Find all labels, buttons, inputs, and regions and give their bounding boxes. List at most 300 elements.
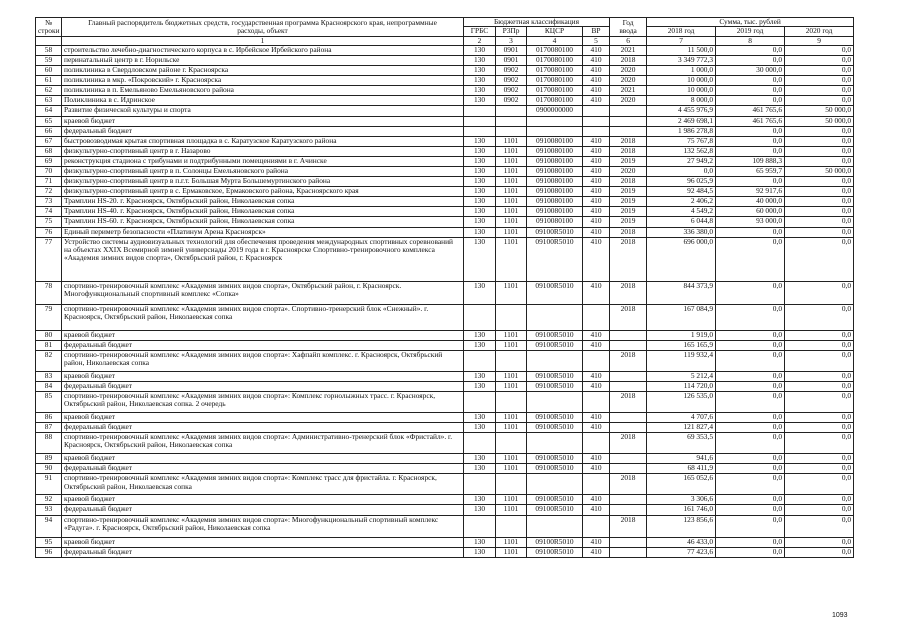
sum-2020: 0,0: [785, 392, 854, 413]
rzpr-code: 1101: [496, 371, 527, 381]
grbs-code: 130: [464, 464, 496, 474]
row-name: поликлиника в п. Емельяново Емельяновского района: [62, 86, 464, 96]
sum-2018: 4 455 976,9: [647, 106, 716, 116]
sum-2019: 0,0: [716, 433, 785, 454]
row-name: поликлиника в Свердловском районе г. Красноярска: [62, 66, 464, 76]
row-name: быстровозводимая крытая спортивная площадка в с. Каратузское Каратузского района: [62, 136, 464, 146]
grbs-code: 130: [464, 146, 496, 156]
grbs-code: 130: [464, 187, 496, 197]
sum-2020: 0,0: [785, 66, 854, 76]
sum-2019: 60 000,0: [716, 207, 785, 217]
grbs-code: [464, 116, 496, 126]
grbs-code: 130: [464, 547, 496, 557]
row-number: 68: [36, 146, 62, 156]
grbs-code: 130: [464, 166, 496, 176]
sum-2020: 0,0: [785, 330, 854, 340]
page-number: 1093: [832, 612, 848, 619]
sum-2018: 3 349 772,3: [647, 55, 716, 65]
kcsr-code: 09100R5010: [527, 413, 583, 423]
vr-code: [583, 304, 610, 330]
name-header: Главный распорядитель бюджетных средств, государственная программа Красноярского края, непрограммные расходы, объект: [62, 18, 464, 37]
sum-2018: 68 411,9: [647, 464, 716, 474]
rzpr-code: 1101: [496, 381, 527, 391]
kcsr-code: [527, 350, 583, 371]
kcsr-code: [527, 304, 583, 330]
row-number: 85: [36, 392, 62, 413]
sum-2018: 132 562,8: [647, 146, 716, 156]
vr-code: 410: [583, 146, 610, 156]
table-row: [36, 413, 854, 423]
rzpr-code: 1101: [496, 505, 527, 515]
commission-year: 2021: [610, 86, 647, 96]
vr-code: 410: [583, 66, 610, 76]
table-row: [36, 381, 854, 391]
sum-2020: 0,0: [785, 55, 854, 65]
table-row: [36, 116, 854, 126]
vr-code: 410: [583, 330, 610, 340]
table-row: [36, 474, 854, 495]
row-number: 71: [36, 177, 62, 187]
row-name: краевой бюджет: [62, 371, 464, 381]
grbs-code: 130: [464, 177, 496, 187]
sum-2018: 75 767,8: [647, 136, 716, 146]
sum-2020: 0,0: [785, 86, 854, 96]
vr-code: 410: [583, 96, 610, 106]
table-row: [36, 207, 854, 217]
vr-code: 410: [583, 187, 610, 197]
commission-year: [610, 330, 647, 340]
row-number: 84: [36, 381, 62, 391]
sum-2018: 4 707,6: [647, 413, 716, 423]
rzpr-code: [496, 515, 527, 537]
sum-2018: 46 433,0: [647, 537, 716, 547]
vr-code: [583, 350, 610, 371]
sum-2020: 0,0: [785, 136, 854, 146]
table-row: [36, 126, 854, 136]
sum-2019: 0,0: [716, 495, 785, 505]
row-name: спортивно-тренировочный комплекс «Академия зимних видов спорта»: Хафпайп комплекс. г. Красноярск, Октябрьский район, Николаевская сопка: [62, 350, 464, 371]
sum-2019: 461 765,6: [716, 106, 785, 116]
kcsr-code: [527, 116, 583, 126]
sum-2020: 50 000,0: [785, 116, 854, 126]
sum-2020: 50 000,0: [785, 166, 854, 176]
kcsr-code: [527, 126, 583, 136]
commission-year: [610, 454, 647, 464]
sum-2019: 0,0: [716, 547, 785, 557]
grbs-code: 130: [464, 413, 496, 423]
rzpr-code: 1101: [496, 281, 527, 304]
sum-2020: 0,0: [785, 474, 854, 495]
rzpr-code: 1101: [496, 227, 527, 237]
sum-2020: 0,0: [785, 197, 854, 207]
commission-year: 2019: [610, 156, 647, 166]
sum-2019: 461 765,6: [716, 116, 785, 126]
sum-2018: 2 469 698,1: [647, 116, 716, 126]
row-number: 65: [36, 116, 62, 126]
year-header: Год ввода: [610, 18, 647, 37]
row-name: федеральный бюджет: [62, 547, 464, 557]
commission-year: [610, 340, 647, 350]
sum-2019: 0,0: [716, 464, 785, 474]
rzpr-code: 1101: [496, 197, 527, 207]
row-number: 92: [36, 495, 62, 505]
row-number: 72: [36, 187, 62, 197]
sum-2018: 6 044,8: [647, 217, 716, 227]
sum-2019: 0,0: [716, 76, 785, 86]
year-2020-header: 2020 год: [785, 27, 854, 36]
rzpr-code: 1101: [496, 330, 527, 340]
sum-2020: 0,0: [785, 454, 854, 464]
sum-2018: 69 353,5: [647, 433, 716, 454]
sum-2020: 0,0: [785, 495, 854, 505]
rzpr-code: [496, 392, 527, 413]
sum-2019: 0,0: [716, 96, 785, 106]
vr-code: 410: [583, 217, 610, 227]
sum-2019: 0,0: [716, 350, 785, 371]
table-row: [36, 106, 854, 116]
grbs-code: 130: [464, 197, 496, 207]
table-row: [36, 350, 854, 371]
grbs-code: 130: [464, 505, 496, 515]
row-name: федеральный бюджет: [62, 381, 464, 391]
grbs-code: 130: [464, 96, 496, 106]
row-name: федеральный бюджет: [62, 126, 464, 136]
commission-year: [610, 413, 647, 423]
grbs-header: ГРБС: [464, 27, 496, 36]
commission-year: [610, 464, 647, 474]
row-number: 70: [36, 166, 62, 176]
sum-2020: 0,0: [785, 187, 854, 197]
vr-code: 410: [583, 464, 610, 474]
table-row: [36, 547, 854, 557]
commission-year: [610, 116, 647, 126]
kcsr-code: [527, 433, 583, 454]
table-row: [36, 237, 854, 281]
year-2018-header: 2018 год: [647, 27, 716, 36]
vr-code: 410: [583, 227, 610, 237]
column-number: 9: [785, 36, 854, 45]
rzpr-code: 1101: [496, 187, 527, 197]
commission-year: 2018: [610, 392, 647, 413]
sum-2019: 0,0: [716, 371, 785, 381]
row-name: краевой бюджет: [62, 454, 464, 464]
grbs-code: 130: [464, 423, 496, 433]
budget-table: [35, 17, 854, 558]
grbs-code: [464, 304, 496, 330]
sum-2020: 0,0: [785, 413, 854, 423]
kcsr-code: 0170080100: [527, 45, 583, 55]
row-name: физкультурно-спортивный центр в с. Ермаковское, Ермаковского района, Красноярского края: [62, 187, 464, 197]
grbs-code: 130: [464, 55, 496, 65]
vr-code: 410: [583, 166, 610, 176]
kcsr-code: 0170080100: [527, 76, 583, 86]
vr-code: 410: [583, 197, 610, 207]
kcsr-code: 0170080100: [527, 66, 583, 76]
table-row: [36, 55, 854, 65]
sum-2020: 0,0: [785, 515, 854, 537]
sum-2019: 0,0: [716, 392, 785, 413]
row-name: краевой бюджет: [62, 537, 464, 547]
commission-year: 2018: [610, 55, 647, 65]
table-row: [36, 66, 854, 76]
sum-2019: 0,0: [716, 413, 785, 423]
sum-2019: 0,0: [716, 227, 785, 237]
row-name: спортивно-тренировочный комплекс «Академия зимних видов спорта»: Многофункциональный спортивный комплекс «Радуга». г. Красноярск, Октябрьский район, Николаевская сопка: [62, 515, 464, 537]
sum-2018: 27 949,2: [647, 156, 716, 166]
sum-2019: 0,0: [716, 45, 785, 55]
sum-2019: 0,0: [716, 340, 785, 350]
rzpr-code: 1101: [496, 146, 527, 156]
sum-2018: 10 000,0: [647, 86, 716, 96]
commission-year: 2018: [610, 177, 647, 187]
kcsr-code: 09100R5010: [527, 454, 583, 464]
table-row: [36, 227, 854, 237]
table-row: [36, 156, 854, 166]
grbs-code: 130: [464, 537, 496, 547]
grbs-code: [464, 126, 496, 136]
sum-2018: 941,6: [647, 454, 716, 464]
row-number: 81: [36, 340, 62, 350]
row-name: спортивно-тренировочный комплекс «Академия зимних видов спорта»: Административно-тренерский блок «Фристайл». г. Красноярск, Октябрьский район, Николаевская сопка: [62, 433, 464, 454]
commission-year: 2021: [610, 45, 647, 55]
commission-year: [610, 371, 647, 381]
sum-2018: 1 986 278,8: [647, 126, 716, 136]
rzpr-code: [496, 116, 527, 126]
row-name: краевой бюджет: [62, 413, 464, 423]
row-name: краевой бюджет: [62, 495, 464, 505]
table-row: [36, 304, 854, 330]
grbs-code: 130: [464, 495, 496, 505]
grbs-code: 130: [464, 281, 496, 304]
row-number: 69: [36, 156, 62, 166]
table-row: [36, 197, 854, 207]
sum-2020: 0,0: [785, 96, 854, 106]
rzpr-code: [496, 433, 527, 454]
vr-code: [583, 433, 610, 454]
table-row: [36, 423, 854, 433]
sum-2020: 0,0: [785, 433, 854, 454]
rzpr-code: 1101: [496, 423, 527, 433]
kcsr-code: [527, 515, 583, 537]
year-2019-header: 2019 год: [716, 27, 785, 36]
sum-2019: 30 000,0: [716, 66, 785, 76]
commission-year: 2018: [610, 304, 647, 330]
row-number: 86: [36, 413, 62, 423]
sum-2018: 10 000,0: [647, 76, 716, 86]
sum-2019: 93 000,0: [716, 217, 785, 227]
table-row: [36, 464, 854, 474]
table-row: [36, 76, 854, 86]
grbs-code: [464, 392, 496, 413]
sum-2019: 0,0: [716, 423, 785, 433]
sum-2020: 0,0: [785, 340, 854, 350]
row-name: физкультурно-спортивный центр в г. Назарово: [62, 146, 464, 156]
grbs-code: 130: [464, 340, 496, 350]
grbs-code: 130: [464, 237, 496, 281]
grbs-code: [464, 106, 496, 116]
vr-code: 410: [583, 55, 610, 65]
rzpr-code: 1101: [496, 547, 527, 557]
kcsr-code: 0910080100: [527, 217, 583, 227]
rzpr-code: 0902: [496, 66, 527, 76]
sum-2018: 114 720,0: [647, 381, 716, 391]
row-number: 82: [36, 350, 62, 371]
vr-code: 410: [583, 45, 610, 55]
grbs-code: [464, 350, 496, 371]
commission-year: 2018: [610, 227, 647, 237]
column-number: 1: [62, 36, 464, 45]
grbs-code: [464, 474, 496, 495]
grbs-code: 130: [464, 66, 496, 76]
sum-2018: 165 165,9: [647, 340, 716, 350]
sum-2020: 0,0: [785, 156, 854, 166]
grbs-code: 130: [464, 207, 496, 217]
row-number: 63: [36, 96, 62, 106]
row-name: поликлиника в мкр. «Покровский» г. Красноярска: [62, 76, 464, 86]
table-header: [36, 18, 854, 46]
row-number: 61: [36, 76, 62, 86]
sum-2018: 696 000,0: [647, 237, 716, 281]
sum-2018: 3 306,6: [647, 495, 716, 505]
row-name: федеральный бюджет: [62, 340, 464, 350]
grbs-code: 130: [464, 381, 496, 391]
vr-code: [583, 106, 610, 116]
vr-code: 410: [583, 177, 610, 187]
row-name: Развитие физической культуры и спорта: [62, 106, 464, 116]
commission-year: 2018: [610, 146, 647, 156]
sum-2019: 0,0: [716, 146, 785, 156]
rzpr-code: 0901: [496, 45, 527, 55]
sum-2020: 0,0: [785, 146, 854, 156]
sum-2019: 0,0: [716, 55, 785, 65]
rzpr-code: 1101: [496, 537, 527, 547]
table-row: [36, 330, 854, 340]
rzpr-code: 1101: [496, 237, 527, 281]
row-number-header: № строки: [36, 18, 62, 37]
vr-code: [583, 515, 610, 537]
sum-2020: 0,0: [785, 423, 854, 433]
column-number: 7: [647, 36, 716, 45]
grbs-code: 130: [464, 217, 496, 227]
kcsr-code: 0910080100: [527, 166, 583, 176]
sum-2019: 0,0: [716, 136, 785, 146]
commission-year: [610, 495, 647, 505]
sum-2019: 0,0: [716, 515, 785, 537]
row-name: краевой бюджет: [62, 116, 464, 126]
kcsr-code: 09100R5010: [527, 547, 583, 557]
vr-code: [583, 392, 610, 413]
table-row: [36, 187, 854, 197]
row-number: 88: [36, 433, 62, 454]
row-number: 60: [36, 66, 62, 76]
vr-code: [583, 474, 610, 495]
table-row: [36, 371, 854, 381]
row-number: 95: [36, 537, 62, 547]
sum-2018: 165 052,6: [647, 474, 716, 495]
sum-2020: 0,0: [785, 505, 854, 515]
grbs-code: 130: [464, 371, 496, 381]
rzpr-code: [496, 474, 527, 495]
kcsr-code: 09100R5010: [527, 281, 583, 304]
vr-code: 410: [583, 76, 610, 86]
sum-2019: 109 888,3: [716, 156, 785, 166]
kcsr-code: 0910080100: [527, 146, 583, 156]
kcsr-code: 09100R5010: [527, 330, 583, 340]
sum-2019: 40 000,0: [716, 197, 785, 207]
sum-2018: 8 000,0: [647, 96, 716, 106]
grbs-code: 130: [464, 330, 496, 340]
kcsr-code: 0910080100: [527, 136, 583, 146]
vr-code: 410: [583, 281, 610, 304]
kcsr-code: 09100R5010: [527, 237, 583, 281]
commission-year: 2018: [610, 237, 647, 281]
kcsr-code: 09100R5010: [527, 381, 583, 391]
vr-code: [583, 116, 610, 126]
rzpr-code: 0901: [496, 55, 527, 65]
sum-2019: 0,0: [716, 537, 785, 547]
rzpr-code: 1101: [496, 136, 527, 146]
row-name: физкультурно-спортивный центр в п.г.т. Большая Мурта Большемуртинского района: [62, 177, 464, 187]
commission-year: [610, 537, 647, 547]
rzpr-code: 1101: [496, 413, 527, 423]
row-number: 77: [36, 237, 62, 281]
budget-classification-header: Бюджетная классификация: [464, 18, 610, 27]
sum-2020: 0,0: [785, 350, 854, 371]
sum-2020: 0,0: [785, 207, 854, 217]
column-number: 5: [583, 36, 610, 45]
kcsr-code: 0170080100: [527, 55, 583, 65]
row-number: 59: [36, 55, 62, 65]
kcsr-code: 09100R5010: [527, 537, 583, 547]
column-number: 4: [527, 36, 583, 45]
rzpr-code: [496, 304, 527, 330]
row-name: федеральный бюджет: [62, 423, 464, 433]
vr-code: 410: [583, 413, 610, 423]
row-number: 79: [36, 304, 62, 330]
sum-2018: 844 373,9: [647, 281, 716, 304]
sum-2019: 0,0: [716, 474, 785, 495]
row-number: 91: [36, 474, 62, 495]
column-number: [36, 36, 62, 45]
kcsr-code: 09100R5010: [527, 464, 583, 474]
sum-2020: 0,0: [785, 537, 854, 547]
sum-2020: 0,0: [785, 227, 854, 237]
rzpr-code: 0902: [496, 76, 527, 86]
grbs-code: 130: [464, 76, 496, 86]
rzpr-code: [496, 106, 527, 116]
kcsr-code: 09100R5010: [527, 423, 583, 433]
row-name: Устройство системы аудиовизуальных технологий для обеспечения проведения международных спортивных соревнований на объектах XXIX Всемирной зимней универсиады 2019 года в г. Красноярске Спортивно-тренировочного комплекса «Академия зимних видов спорта», Октябрьский район, г. Красноярск: [62, 237, 464, 281]
rzpr-code: 1101: [496, 464, 527, 474]
table-row: [36, 136, 854, 146]
grbs-code: 130: [464, 136, 496, 146]
sum-2019: 0,0: [716, 237, 785, 281]
sum-2019: 0,0: [716, 454, 785, 464]
sum-2018: 4 549,2: [647, 207, 716, 217]
vr-code: 410: [583, 505, 610, 515]
row-name: спортивно-тренировочный комплекс «Академия зимних видов спорта», Октябрьский район, г. Красноярск. Многофункциональный спортивный комплекс «Сопка»: [62, 281, 464, 304]
commission-year: 2018: [610, 515, 647, 537]
kcsr-code: 0170080100: [527, 86, 583, 96]
sum-2018: 11 500,0: [647, 45, 716, 55]
table-row: [36, 392, 854, 413]
sum-2020: 0,0: [785, 381, 854, 391]
row-number: 80: [36, 330, 62, 340]
commission-year: [610, 547, 647, 557]
sum-2019: 0,0: [716, 177, 785, 187]
kcsr-code: 0170080100: [527, 96, 583, 106]
row-name: перинатальный центр в г. Норильске: [62, 55, 464, 65]
